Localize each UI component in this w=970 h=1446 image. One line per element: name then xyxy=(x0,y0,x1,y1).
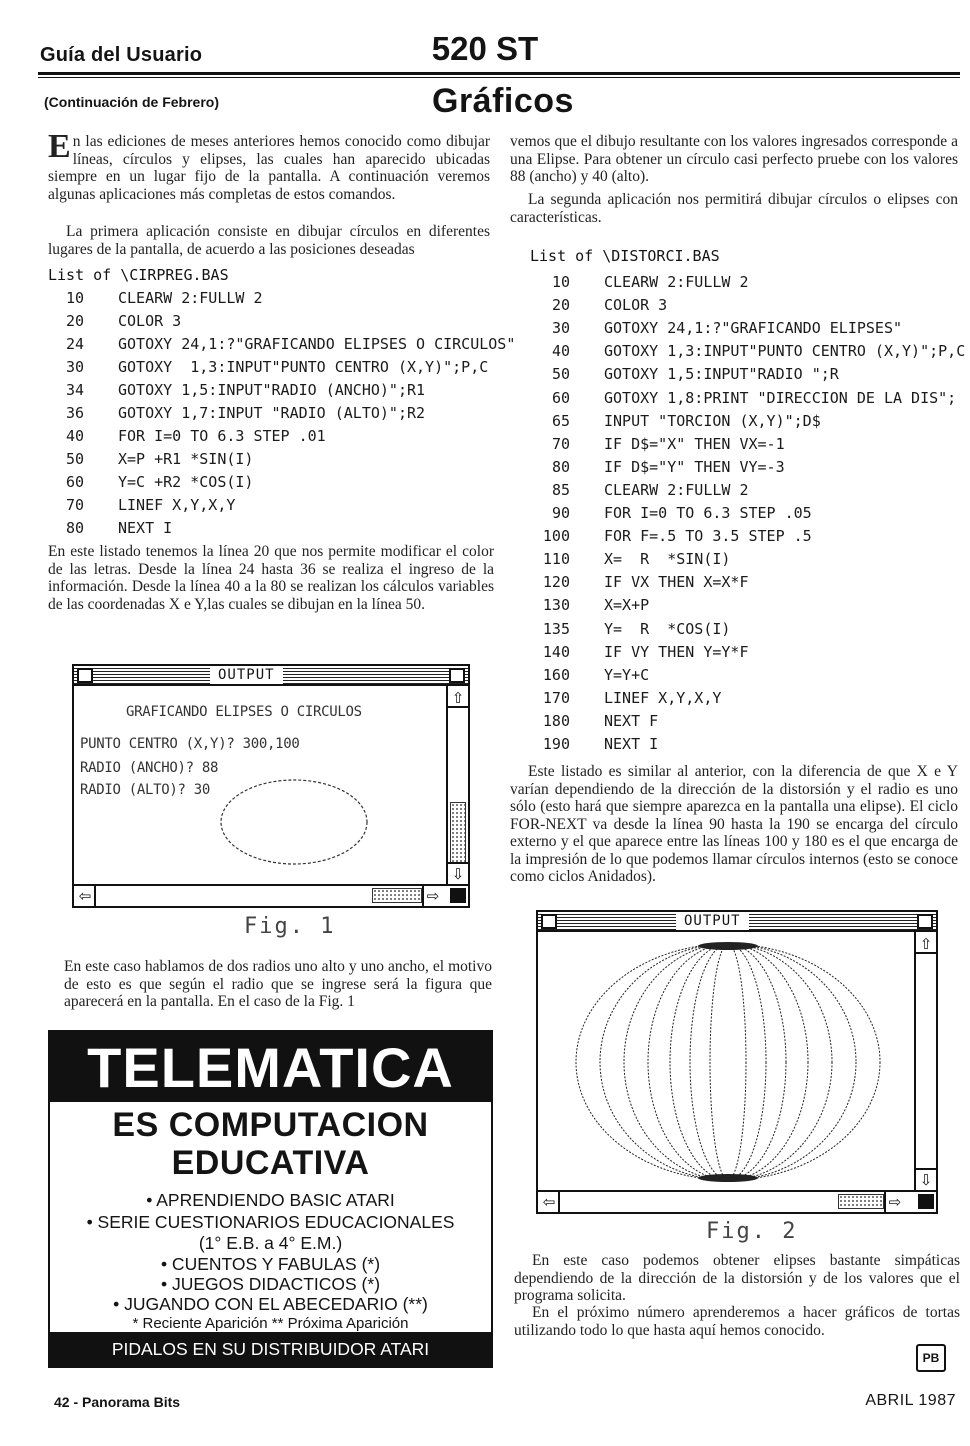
code-line-number: 170 xyxy=(542,688,570,707)
fig1-screen-line2: PUNTO CENTRO (X,Y)? 300,100 xyxy=(80,736,300,752)
code-line-number: 20 xyxy=(65,312,84,330)
fig2-hscroll-thumb[interactable] xyxy=(838,1194,884,1209)
fig1-caption: Fig. 1 xyxy=(244,914,336,939)
fig2-caption: Fig. 2 xyxy=(706,1219,798,1244)
code-line-text: IF VY THEN Y=Y*F xyxy=(604,642,749,661)
fullsize-box-icon[interactable] xyxy=(449,668,465,683)
paragraph-4: En este caso hablamos de dos radios uno alto y uno ancho, el motivo de esto es que según el radio que se ingrese será la figura que aparecerá en la pantalla. En el caso de la Fig. 1 xyxy=(64,958,492,1010)
code-line-text: CLEARW 2:FULLW 2 xyxy=(118,289,263,307)
ad-item: • CUENTOS Y FABULAS (*) xyxy=(160,1254,381,1274)
code-line-number: 140 xyxy=(542,642,570,661)
scroll-up-arrow-icon[interactable]: ⇧ xyxy=(448,688,468,708)
code-line-number: 50 xyxy=(551,365,570,384)
code-line-text: NEXT I xyxy=(118,519,173,537)
code-line-number: 40 xyxy=(65,427,84,445)
header-rule xyxy=(38,72,960,75)
scroll-right-arrow-icon[interactable]: ⇨ xyxy=(422,886,442,906)
resize-box-icon[interactable] xyxy=(450,888,466,903)
code-line-number: 70 xyxy=(551,434,570,453)
fig1-screen-line4: RADIO (ALTO)? 30 xyxy=(80,782,211,798)
fig1-vertical-scrollbar[interactable] xyxy=(446,686,468,884)
ellipse-pole-bottom xyxy=(698,1174,758,1182)
code-line-text: IF VX THEN X=X*F xyxy=(604,573,749,592)
right-paragraph-4: En este caso podemos obtener elipses bastante simpáticas dependiendo de la dirección de la distorsión y de los valores que el programa solicita. xyxy=(514,1252,960,1304)
scroll-left-arrow-icon[interactable]: ⇦ xyxy=(76,886,96,906)
article-title: Gráficos xyxy=(432,82,574,120)
intro-paragraph xyxy=(48,128,490,203)
resize-box-icon[interactable] xyxy=(918,1194,934,1209)
code-line-number: 110 xyxy=(542,550,570,569)
code-line-number: 34 xyxy=(65,381,84,399)
pb-logo: PB xyxy=(916,1344,946,1372)
scroll-right-arrow-icon[interactable]: ⇨ xyxy=(884,1192,904,1212)
scroll-left-arrow-icon[interactable]: ⇦ xyxy=(540,1192,560,1212)
code-line-text: GOTOXY 24,1:?"GRAFICANDO ELIPSES O CIRCULOS" xyxy=(118,335,516,353)
code-line-number: 10 xyxy=(65,289,84,307)
ad-line3: EDUCATIVA xyxy=(171,1144,370,1182)
fig1-title-bar xyxy=(74,666,468,686)
ad-item-note: * Reciente Aparición ** Próxima Aparición xyxy=(132,1315,409,1332)
code-line-text: IF D$="X" THEN VX=-1 xyxy=(604,434,785,453)
code-line-text: LINEF X,Y,X,Y xyxy=(604,688,722,707)
fig1-ellipse-drawing xyxy=(214,772,374,872)
code-line-text: GOTOXY 1,3:INPUT"PUNTO CENTRO (X,Y)";P,C xyxy=(604,342,966,361)
scroll-down-arrow-icon[interactable]: ⇩ xyxy=(916,1168,936,1188)
fig2-vertical-scrollbar[interactable] xyxy=(914,932,936,1190)
right-paragraph-5: En el próximo número aprenderemos a hacer gráficos de tortas utilizando todo lo que hasta aquí hemos conocido. xyxy=(514,1304,960,1339)
ad-footer: PIDALOS EN SU DISTRIBUIDOR ATARI xyxy=(50,1332,491,1366)
code-line-number: 90 xyxy=(551,504,570,522)
code-line-number: 160 xyxy=(542,665,570,684)
ad-headline: TELEMATICA xyxy=(50,1032,491,1102)
ad-item: • APRENDIENDO BASIC ATARI xyxy=(146,1190,395,1210)
fig2-output-window xyxy=(536,910,938,1214)
code-line-text: COLOR 3 xyxy=(118,312,182,330)
fig1-hscroll-thumb[interactable] xyxy=(372,888,422,903)
drop-cap: E xyxy=(48,128,71,165)
code-line-text: FOR F=.5 TO 3.5 STEP .5 xyxy=(604,527,812,546)
fig2-distorted-ellipses xyxy=(538,932,916,1192)
code-line-text: GOTOXY 1,3:INPUT"PUNTO CENTRO (X,Y)";P,C xyxy=(118,358,489,376)
fig2-window-title: OUTPUT xyxy=(676,913,749,930)
code-line-text: X= R *SIN(I) xyxy=(604,550,731,569)
code-line-number: 30 xyxy=(65,358,84,376)
code-line-number: 36 xyxy=(65,404,84,422)
ellipse-outline xyxy=(624,944,832,1180)
code-line-text: GOTOXY 24,1:?"GRAFICANDO ELIPSES" xyxy=(604,319,903,338)
code-line-text: LINEF X,Y,X,Y xyxy=(118,496,236,514)
code-line-text: NEXT F xyxy=(604,711,659,730)
code-line-text: FOR I=0 TO 6.3 STEP .01 xyxy=(118,427,326,445)
fig1-window-title: OUTPUT xyxy=(210,667,283,684)
ad-item: • JUGANDO CON EL ABECEDARIO (**) xyxy=(113,1294,428,1314)
listing2-title: List of \DISTORCI.BAS xyxy=(530,247,720,265)
fig2-title-bar xyxy=(538,912,936,932)
code-line-text: NEXT I xyxy=(604,735,659,753)
code-line-text: Y= R *COS(I) xyxy=(604,619,731,638)
code-line-number: 135 xyxy=(542,619,570,638)
code-line-number: 130 xyxy=(542,596,570,615)
listing1 xyxy=(40,289,516,539)
intro-text: n las ediciones de meses anteriores hemos conocido como dibujar líneas, círculos y elipses, las cuales han aparecido ubicadas siempre en un lugar fijo de la pantalla. A continuación veremos algunas aplicaciones más completas de estos comandos. xyxy=(48,133,490,203)
ad-line2: ES COMPUTACION xyxy=(112,1106,429,1144)
code-line-text: COLOR 3 xyxy=(604,296,668,315)
ad-item: • JUEGOS DIDACTICOS (*) xyxy=(160,1274,381,1294)
code-line-number: 180 xyxy=(542,711,570,730)
close-box-icon[interactable] xyxy=(77,668,93,683)
code-line-number: 190 xyxy=(542,735,570,753)
fig1-horizontal-scrollbar[interactable] xyxy=(74,884,468,906)
code-line-number: 65 xyxy=(551,411,570,430)
code-line-text: X=X+P xyxy=(604,596,650,615)
code-line-number: 60 xyxy=(65,473,84,491)
paragraph-3: En este listado tenemos la línea 20 que nos permite modificar el color de las letras. Desde la línea 24 hasta 36 se realiza el ingreso de la información. Desde la línea 40 a la 80 se realizan los cálculos variables de las coordenadas X e Y,las cuales se dibujan en la línea 50. xyxy=(48,543,494,613)
fig1-screen-line3: RADIO (ANCHO)? 88 xyxy=(80,760,219,776)
code-line-text: INPUT "TORCION (X,Y)";D$ xyxy=(604,411,821,430)
ellipse-outline xyxy=(690,944,766,1180)
ellipse-outline xyxy=(600,944,856,1180)
ellipse-outline xyxy=(710,944,746,1180)
ellipse-outline xyxy=(576,944,880,1180)
header-rule-thin xyxy=(38,77,960,78)
code-line-number: 85 xyxy=(551,480,570,499)
scroll-up-arrow-icon[interactable]: ⇧ xyxy=(916,934,936,954)
code-line-number: 100 xyxy=(542,527,570,546)
code-line-text: X=P +R1 *SIN(I) xyxy=(118,450,254,468)
paragraph-2: La primera aplicación consiste en dibujar círculos en diferentes lugares de la pantalla, de acuerdo a las posiciones deseadas xyxy=(48,223,490,258)
ad-item: • SERIE CUESTIONARIOS EDUCACIONALES xyxy=(86,1212,455,1232)
fig1-screen-line1: GRAFICANDO ELIPSES O CIRCULOS xyxy=(126,704,362,720)
close-box-icon[interactable] xyxy=(541,914,557,929)
code-line-text: Y=C +R2 *COS(I) xyxy=(118,473,254,491)
code-line-text: GOTOXY 1,8:PRINT "DIRECCION DE LA DIS"; xyxy=(604,388,957,407)
ellipse-outline xyxy=(670,944,786,1180)
code-line-number: 20 xyxy=(551,296,570,315)
right-paragraph-3: Este listado es similar al anterior, con la diferencia de que X e Y varían dependiendo de la dirección de la distorsión y el radio es uno sólo (esto hará que siempre aparezca en la pantalla una elipse). El ciclo FOR-NEXT va desde la línea 90 hasta la 190 se encarga del círculo externo y el que aparece entre las líneas 100 y 180 es el que encarga de la impresión de lo que podemos llamar círculos internos (esto se conoce como ciclos Anidados). xyxy=(510,763,958,885)
code-line-number: 60 xyxy=(551,388,570,407)
code-line-text: CLEARW 2:FULLW 2 xyxy=(604,480,749,499)
code-line-text: GOTOXY 1,5:INPUT"RADIO ";R xyxy=(604,365,839,384)
continuation-label: (Continuación de Febrero) xyxy=(44,94,219,110)
listing1-title: List of \CIRPREG.BAS xyxy=(48,266,229,284)
listing2 xyxy=(520,273,966,758)
ellipse-pole-top xyxy=(698,942,758,950)
right-paragraph-1: vemos que el dibujo resultante con los valores ingresados corresponde a una Elipse. Para obtener un círculo casi perfecto pruebe con los valores 88 (ancho) y 40 (alto). xyxy=(510,133,958,185)
fig1-output-window xyxy=(72,664,470,908)
footer-page-label: 42 - Panorama Bits xyxy=(54,1394,181,1410)
code-line-text: CLEARW 2:FULLW 2 xyxy=(604,273,749,291)
code-line-text: IF D$="Y" THEN VY=-3 xyxy=(604,457,785,476)
code-line-number: 30 xyxy=(551,319,570,338)
scroll-down-arrow-icon[interactable]: ⇩ xyxy=(448,862,468,882)
fig2-horizontal-scrollbar[interactable] xyxy=(538,1190,936,1212)
code-line-text: FOR I=0 TO 6.3 STEP .05 xyxy=(604,504,812,522)
code-line-number: 40 xyxy=(551,342,570,361)
fullsize-box-icon[interactable] xyxy=(917,914,933,929)
code-line-text: Y=Y+C xyxy=(604,665,650,684)
section-label: Guía del Usuario xyxy=(40,44,203,66)
code-line-number: 24 xyxy=(65,335,84,353)
code-line-number: 70 xyxy=(65,496,84,514)
code-line-text: GOTOXY 1,5:INPUT"RADIO (ANCHO)";R1 xyxy=(118,381,426,399)
code-line-number: 80 xyxy=(551,457,570,476)
fig1-vscroll-thumb[interactable] xyxy=(450,802,466,864)
code-line-number: 120 xyxy=(542,573,570,592)
footer-date: ABRIL 1987 xyxy=(865,1392,956,1409)
ellipse-outline xyxy=(648,944,808,1180)
ad-item: (1° E.B. a 4° E.M.) xyxy=(198,1233,343,1253)
right-paragraph-2: La segunda aplicación nos permitirá dibujar círculos o elipses con características. xyxy=(510,191,958,226)
magazine-title: 520 ST xyxy=(431,30,539,67)
code-line-number: 50 xyxy=(65,450,84,468)
code-line-text: GOTOXY 1,7:INPUT "RADIO (ALTO)";R2 xyxy=(118,404,426,422)
telematica-advertisement xyxy=(48,1030,493,1368)
code-line-number: 80 xyxy=(65,519,84,537)
code-line-number: 10 xyxy=(551,273,570,291)
